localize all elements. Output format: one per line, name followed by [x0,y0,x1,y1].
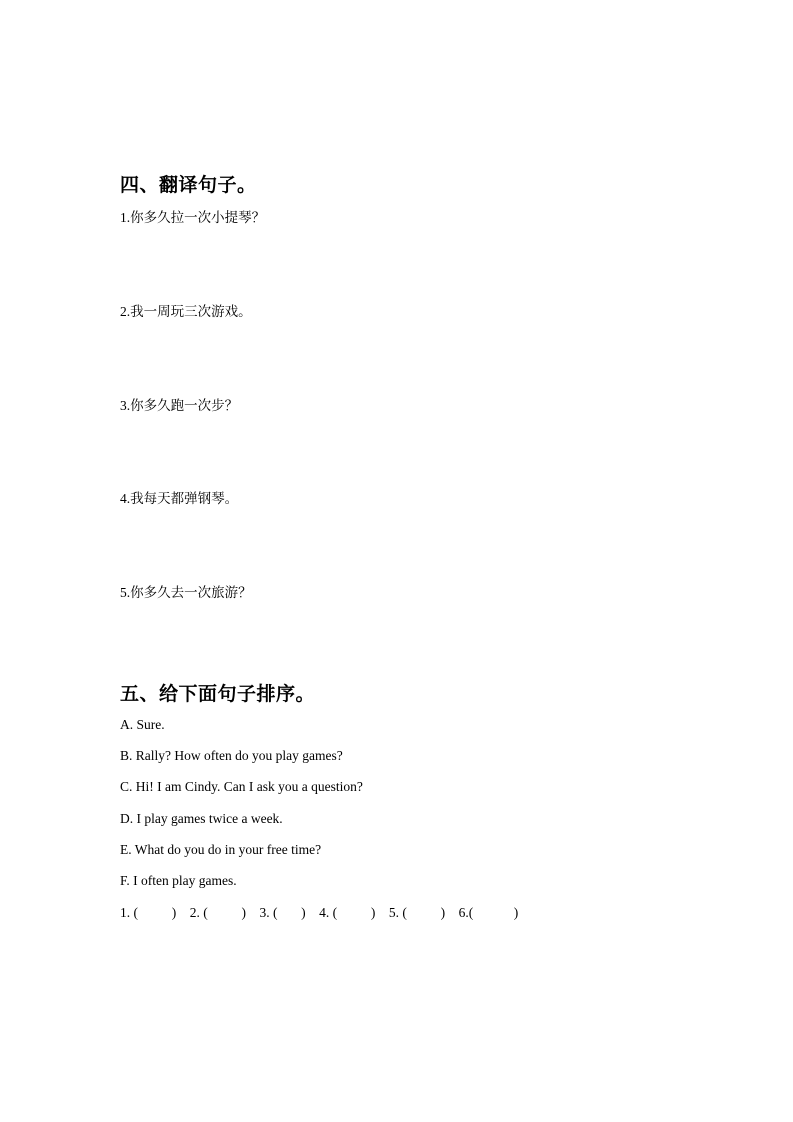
answer-blanks-line: 1. ( ) 2. ( ) 3. ( ) 4. ( ) 5. ( ) 6.( ) [120,905,519,920]
translation-item-4: 4.我每天都弹钢琴。 [120,491,239,506]
translation-item-2: 2.我一周玩三次游戏。 [120,304,252,319]
section-4-heading: 四、翻译句子。 [120,174,257,196]
sentence-d: D. I play games twice a week. [120,811,283,826]
translation-item-5: 5.你多久去一次旅游？ [120,585,252,600]
sentence-a: A. Sure. [120,717,165,732]
sentence-e: E. What do you do in your free time? [120,842,322,857]
translation-item-1: 1.你多久拉一次小提琴？ [120,210,266,225]
sentence-c: C. Hi! I am Cindy. Can I ask you a question? [120,779,363,794]
sentence-b: B. Rally? How often do you play games? [120,748,343,763]
section-5-heading: 五、给下面句子排序。 [120,683,316,705]
sentence-f: F. I often play games. [120,873,237,888]
translation-item-3: 3.你多久跑一次步？ [120,398,239,413]
